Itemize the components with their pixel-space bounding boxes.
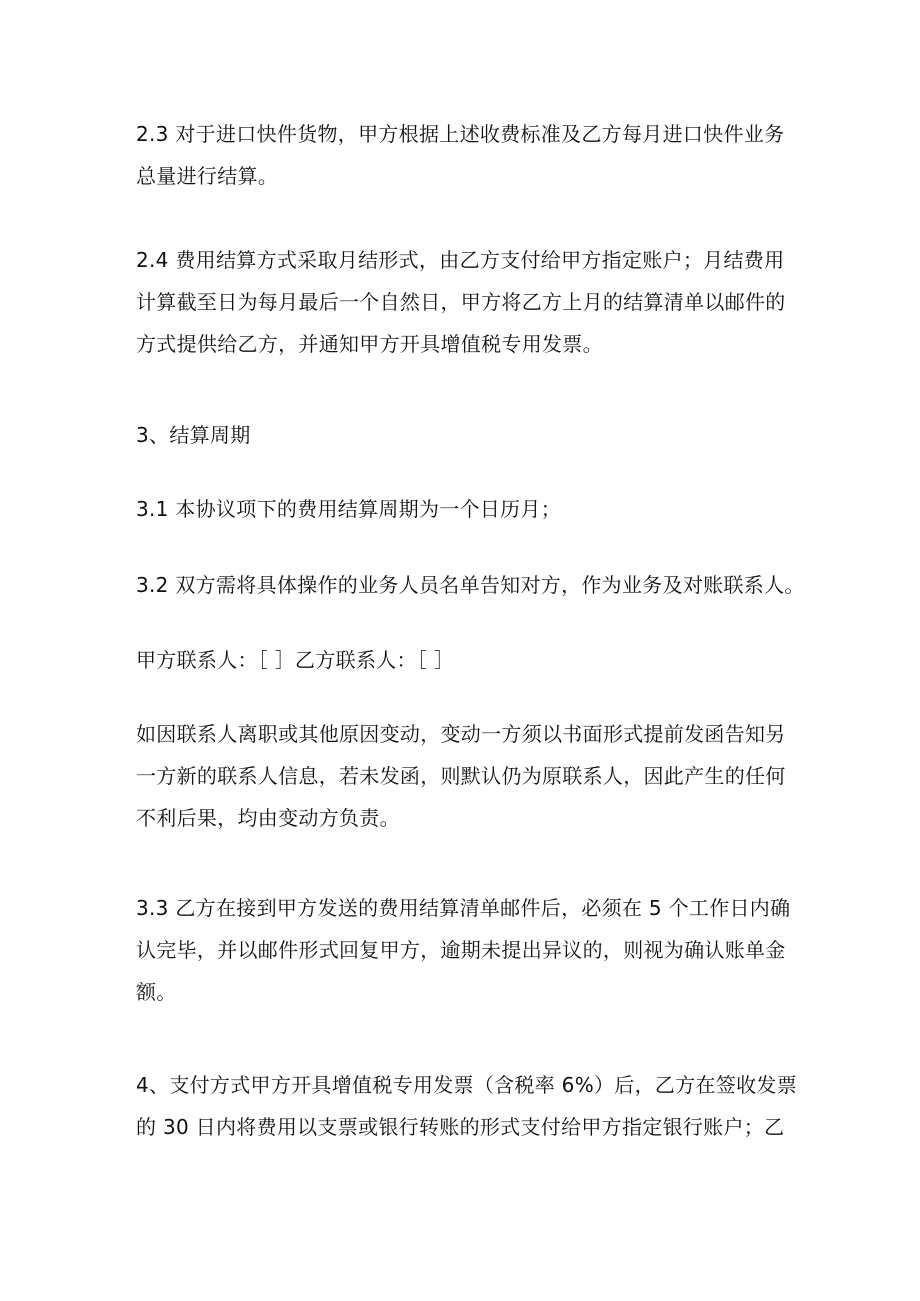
paragraph-3-3 (136, 887, 806, 1013)
text-line: 的 30 日内将费用以支票或银行转账的形式支付给甲方指定银行账户；乙 (136, 1115, 785, 1139)
text-line: 2.4 费用结算方式采取月结形式，由乙方支付给甲方指定账户；月结费用 (136, 248, 785, 272)
text-line: 总量进行结算。 (136, 164, 279, 188)
text-line: 3.1 本协议项下的费用结算周期为一个日历月； (136, 497, 562, 521)
text-line: 3.2 双方需将具体操作的业务人员名单告知对方，作为业务及对账联系人。 (136, 573, 805, 597)
paragraph-2-3 (136, 113, 806, 197)
paragraph-3-1 (136, 488, 806, 530)
text-line: 计算截至日为每月最后一个自然日，甲方将乙方上月的结算清单以邮件的 (136, 290, 786, 314)
text-line: 2.3 对于进口快件货物，甲方根据上述收费标准及乙方每月进口快件业务 (136, 122, 785, 146)
contacts-line (136, 639, 806, 681)
section-heading-3 (136, 414, 806, 456)
text-line: 3、结算周期 (136, 423, 251, 447)
text-line: 甲方联系人：［ ］乙方联系人：［ ］ (136, 648, 455, 672)
text-line: 如因联系人离职或其他原因变动，变动一方须以书面形式提前发函告知另 (136, 722, 786, 746)
text-line: 3.3 乙方在接到甲方发送的费用结算清单邮件后，必须在 5 个工作日内确 (136, 896, 791, 920)
text-line: 不利后果，均由变动方负责。 (136, 806, 400, 830)
text-line: 方式提供给乙方，并通知甲方开具增值税专用发票。 (136, 332, 603, 356)
text-line: 额。 (136, 980, 177, 1004)
paragraph-3-2 (136, 564, 806, 606)
text-line: 认完毕，并以邮件形式回复甲方，逾期未提出异议的，则视为确认账单金 (136, 938, 786, 962)
text-line: 4、支付方式甲方开具增值税专用发票（含税率 6%）后，乙方在签收发票 (136, 1073, 798, 1097)
paragraph-contact-change (136, 713, 806, 839)
paragraph-2-4 (136, 239, 806, 365)
paragraph-4 (136, 1064, 806, 1148)
text-line: 一方新的联系人信息，若未发函，则默认仍为原联系人，因此产生的任何 (136, 764, 786, 788)
